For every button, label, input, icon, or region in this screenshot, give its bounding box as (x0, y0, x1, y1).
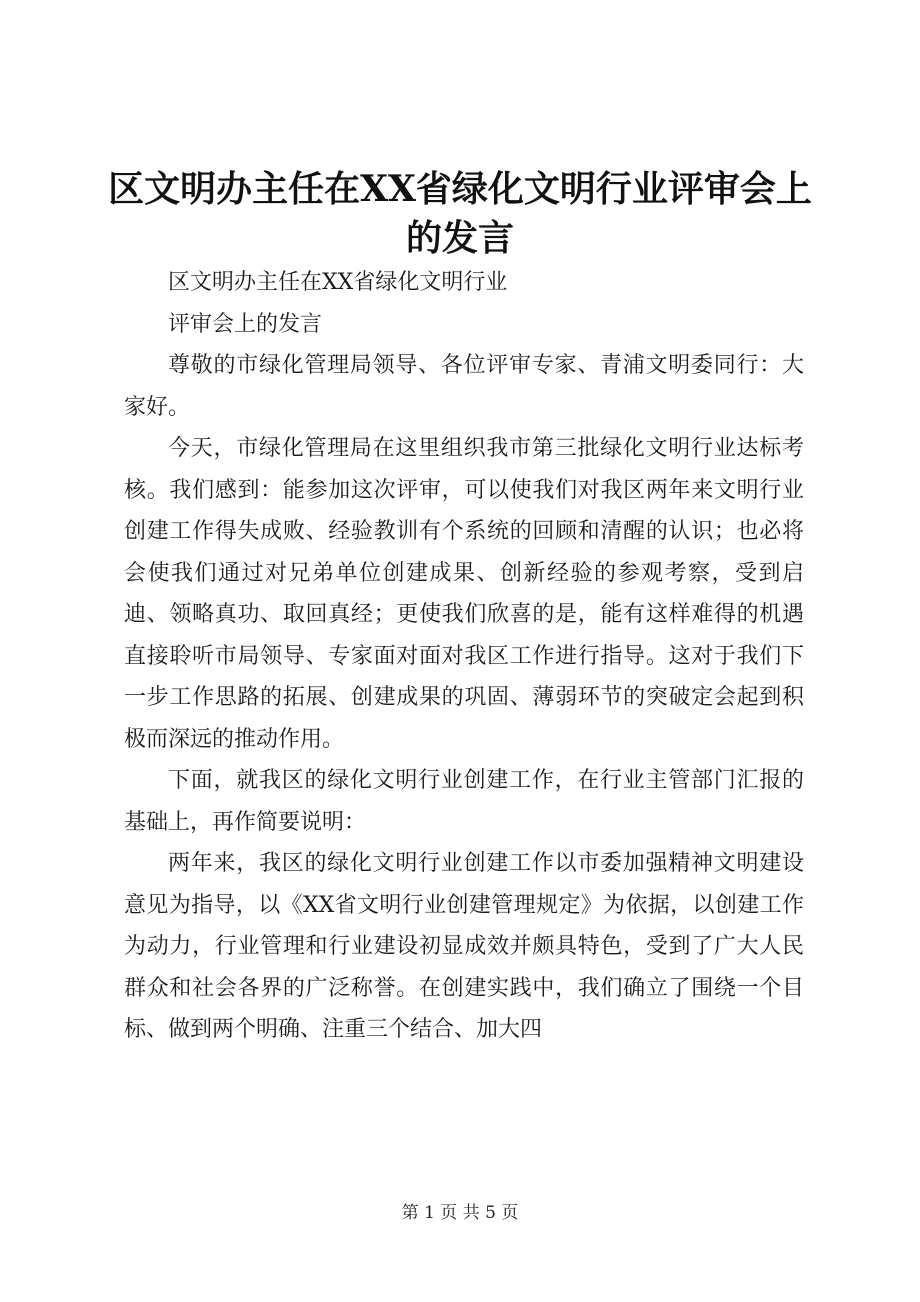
paragraph-subtitle-1: 区文明办主任在XX省绿化文明行业 (168, 270, 508, 295)
paragraph-transition: 下面，就我区的绿化文明行业创建工作，在行业主管部门汇报的基础上，再作简要说明： (124, 768, 804, 835)
document-body (124, 262, 804, 1051)
paragraph-greeting: 尊敬的市绿化管理局领导、各位评审专家、青浦文明委同行：大家好。 (124, 353, 804, 420)
document-title-line-1: 区文明办主任在XX省绿化文明行业评审会上 (108, 168, 812, 210)
paragraph-subtitle-2: 评审会上的发言 (168, 311, 323, 337)
paragraph-summary: 两年来，我区的绿化文明行业创建工作以市委加强精神文明建设意见为指导，以《XX省文明行业创建管理规定》为依据，以创建工作为动力，行业管理和行业建设初显成效并颇具特色，受到了广大人民群众和社会各界的广泛称誉。在创建实践中，我们确立了围绕一个目标、做到两个明确、注重三个结合、加大四 (124, 851, 804, 1042)
page-footer (0, 1198, 920, 1223)
page-number-label: 第 1 页 共 5 页 (401, 1203, 519, 1223)
paragraph-intro: 今天，市绿化管理局在这里组织我市第三批绿化文明行业达标考核。我们感到：能参加这次评审，可以使我们对我区两年来文明行业创建工作得失成败、经验教训有个系统的回顾和清醒的认识；也必将会使我们通过对兄弟单位创建成果、创新经验的参观考察，受到启迪、领略真功、取回真经；更使我们欣喜的是，能有这样难得的机遇直接聆听市局领导、专家面对面对我区工作进行指导。这对于我们下一步工作思路的拓展、创建成果的巩固、薄弱环节的突破定会起到积极而深远的推动作用。 (124, 436, 804, 752)
document-title-line-2: 的发言 (405, 217, 514, 259)
